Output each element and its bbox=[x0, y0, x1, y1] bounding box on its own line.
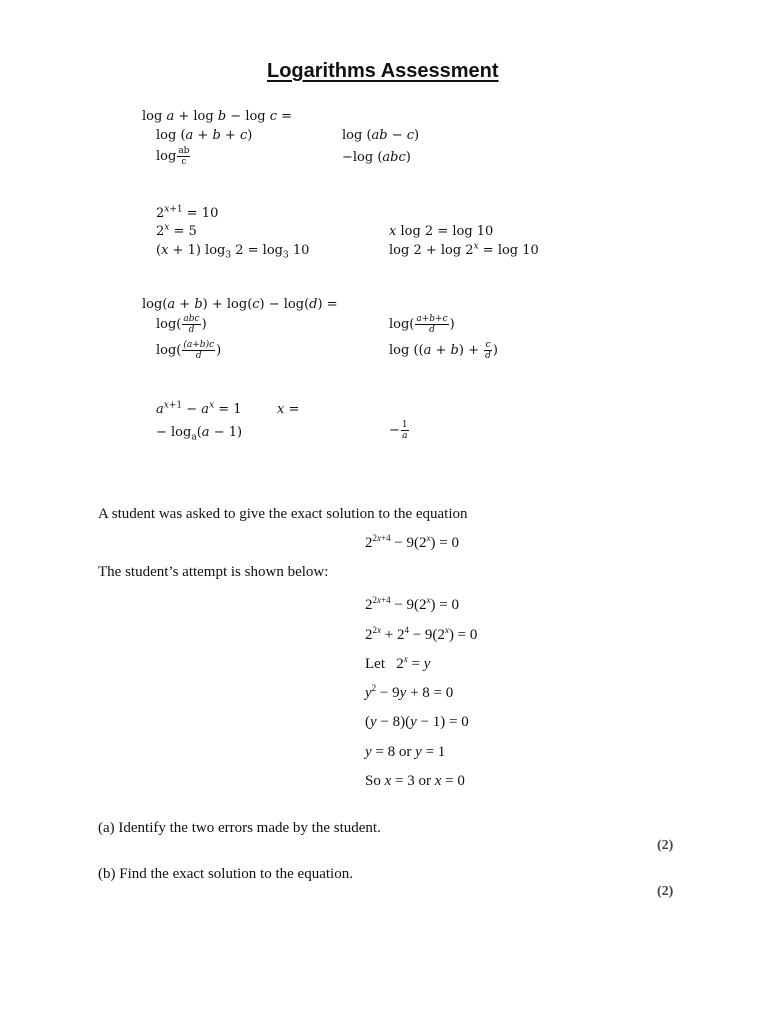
attempt-step-4: $y^2 - 9y + 8 = 0$ bbox=[365, 683, 454, 701]
attempt-step-1: $2^{2x+4} - 9(2^x) = 0$ bbox=[365, 595, 460, 613]
part-a-marks: (2) bbox=[657, 838, 674, 853]
q2-line3: (x + 1) $\log_3 2 = \log_3 10$ bbox=[156, 243, 310, 261]
part-a-question: (a) Identify the two errors made by the student. bbox=[98, 820, 381, 836]
q3-prompt: log(a + b) + log(c) − log(d) = bbox=[142, 297, 338, 312]
q1-option-a: log (a + b + c) bbox=[156, 128, 253, 143]
attempt-step-6: y = 8 or y = 1 bbox=[365, 744, 446, 760]
q4-prompt: $a^{x+1} - a^x = 1$ bbox=[156, 400, 242, 417]
q3-option-a: log( $\frac{\text{abc}}{d}$ ) bbox=[156, 314, 207, 335]
part-b-question: (b) Find the exact solution to the equation. bbox=[98, 866, 353, 882]
attempt-step-5: (y − 8)(y − 1) = 0 bbox=[365, 714, 469, 730]
attempt-step-3: Let $2^x = y$ bbox=[365, 654, 431, 672]
q4-option-b: − $\frac{1}{a}$ bbox=[389, 420, 408, 441]
q3-option-d: log ((a + b) + $\frac{c}{d}$ ) bbox=[389, 340, 498, 361]
q1-option-b: log (ab − c) bbox=[342, 128, 420, 143]
q2-line5: $\log 2 + \log 2^x = \log 10$ bbox=[389, 241, 539, 258]
q5-equation: $2^{2x+4} - 9(2^x) = 0$ bbox=[365, 533, 460, 551]
part-b-marks: (2) bbox=[657, 884, 674, 899]
page-title: Logarithms Assessment bbox=[267, 60, 499, 82]
q2-line1: $2^{x+1} = 10$ bbox=[156, 204, 219, 221]
q5-intro: A student was asked to give the exact solution to the equation bbox=[98, 506, 468, 522]
attempt-step-2: $2^{2x} + 2^4 - 9(2^x) = 0$ bbox=[365, 625, 478, 643]
q1-option-d: −log (abc) bbox=[342, 150, 411, 165]
q4-option-a: − $\log_a(a - 1)$ bbox=[156, 425, 243, 443]
q5-attempt-intro: The student’s attempt is shown below: bbox=[98, 564, 329, 580]
q2-line4: x log 2 = log 10 bbox=[389, 224, 494, 239]
attempt-step-7: So x = 3 or x = 0 bbox=[365, 773, 465, 789]
q3-option-b: log( $\frac{a+b+c}{d}$ ) bbox=[389, 314, 455, 335]
q3-option-c: log( $\frac{(a+b)c}{d}$ ) bbox=[156, 340, 222, 361]
q4-x-equals: x = bbox=[277, 402, 300, 417]
q2-line2: $2^x = 5$ bbox=[156, 222, 197, 239]
q1-option-c: log $\frac{ab}{c}$ bbox=[156, 146, 190, 167]
q1-prompt: log a + log b − log c = bbox=[142, 109, 293, 124]
